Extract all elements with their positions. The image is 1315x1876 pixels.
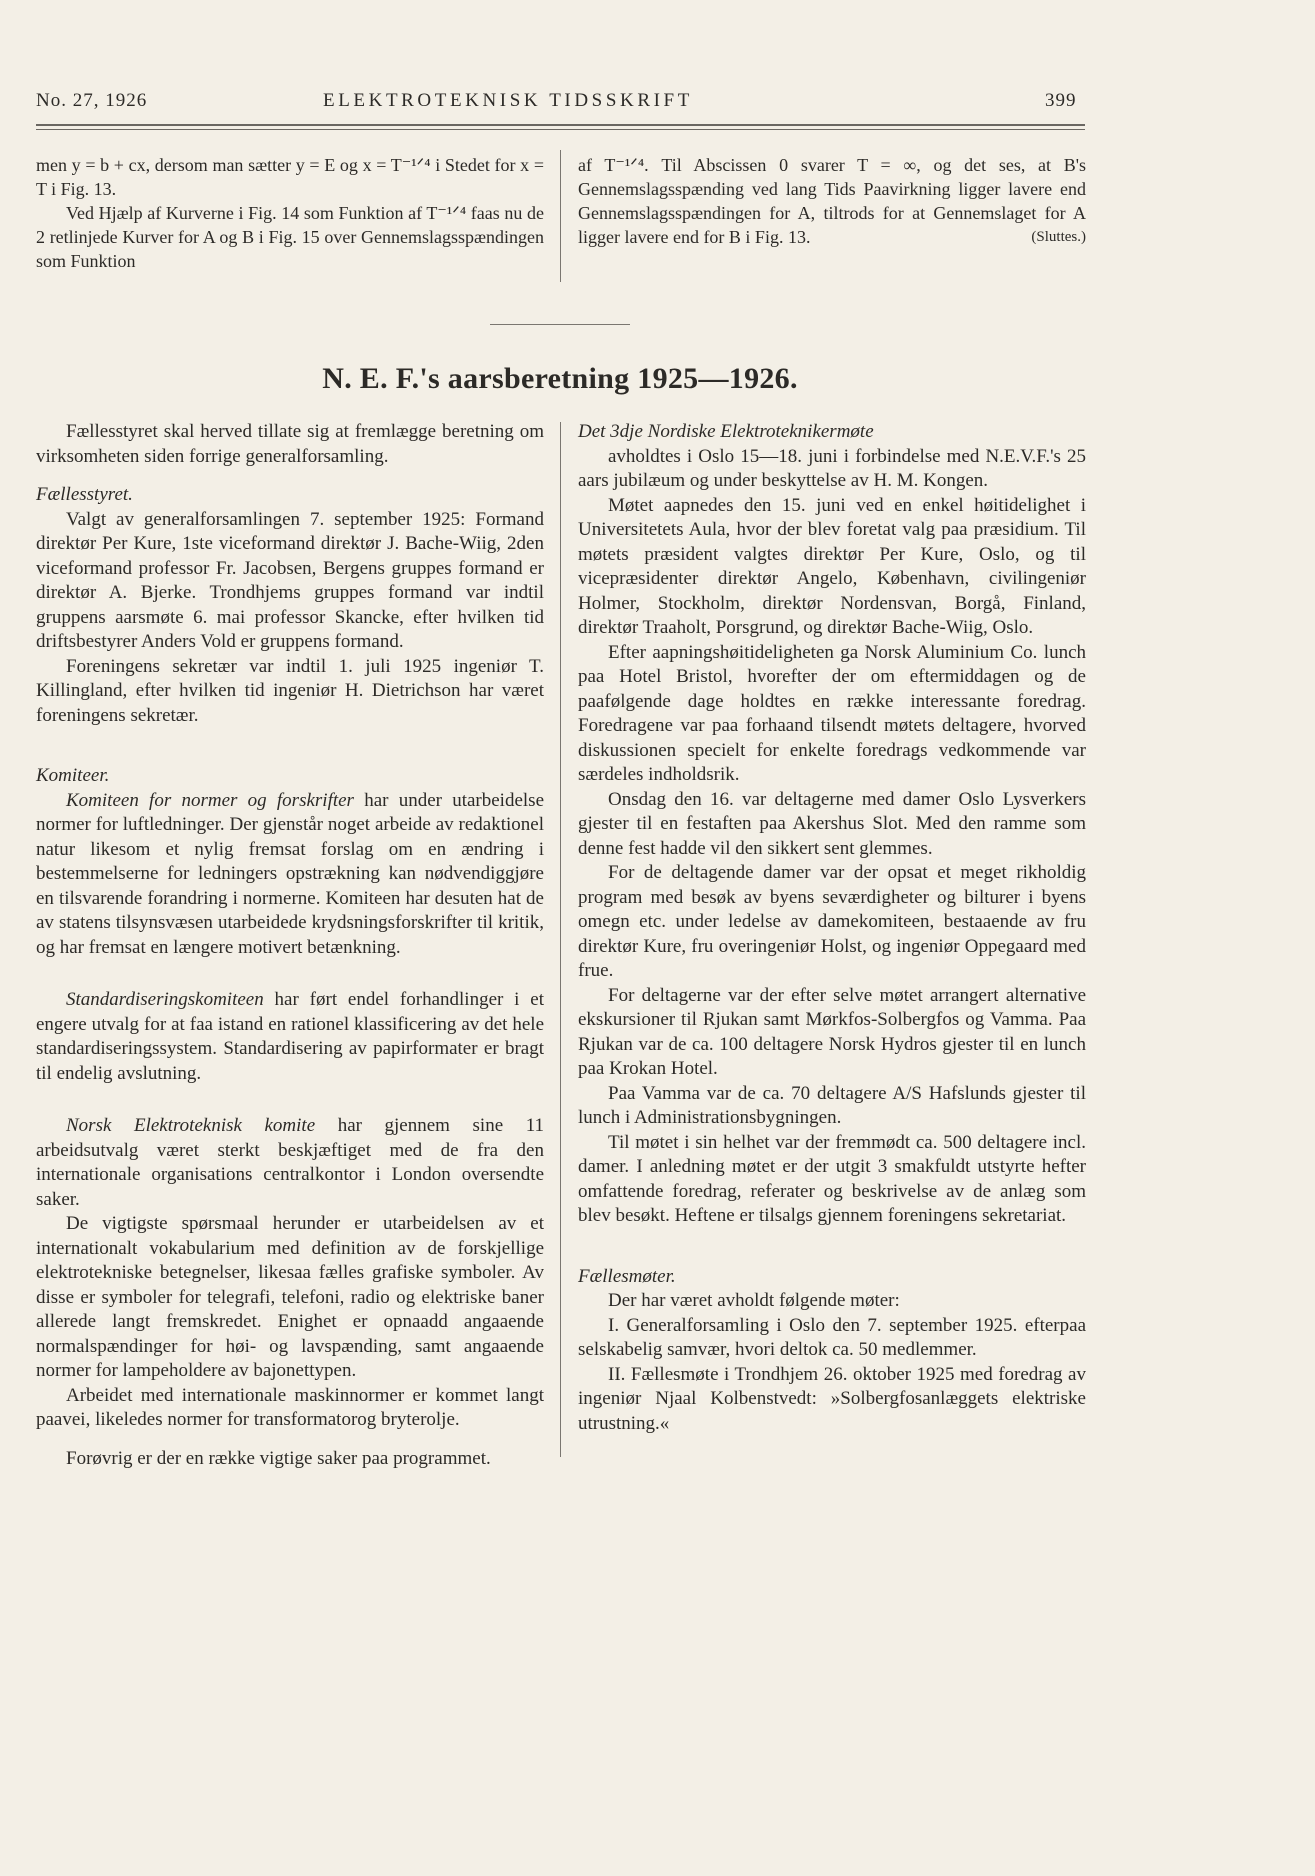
paragraph-text: af T⁻¹ᐟ⁴. Til Abscissen 0 svarer T = ∞, og det ses, at B's Gennemslagsspænding ved lang Tids Paavirkning ligger lavere end Gennemslagsspændingen for A, tiltrods for at Gennemslaget for A ligger lavere end for B i Fig. 13.: [578, 155, 1086, 247]
section-heading: Det 3dje Nordiske Elektroteknikermøte: [578, 421, 874, 442]
column-divider: [560, 150, 561, 282]
paragraph: men y = b + cx, dersom man sætter y = E og x = T⁻¹ᐟ⁴ i Stedet for x = T i Fig. 13.: [36, 155, 544, 199]
header-rule-thin: [36, 129, 1085, 130]
prev-article-right-column: [578, 153, 1086, 249]
section-heading: Fællesstyret.: [36, 484, 133, 505]
paragraph: For deltagerne var der efter selve møtet arrangert alternative ekskursioner til Rjukan samt Mørkfos-Solbergfos og Vamma. Paa Rjukan var de ca. 100 deltagere Norsk Hydros gjester til en lunch paa Krokan Hotel.: [578, 984, 1086, 1079]
paragraph-text: har under utarbeidelse normer for luftledninger. Der gjenstår noget arbeide av redaktionel natur likesom et nylig fremsat forslag om en ændring i bestemmelserne for ledningers opstrækning kan nødvendiggjøre en tilsvarende forandring i normerne. Komiteen har desuten hat de av statens tilsynsvæsen utarbeidede krydsningsforskrifter til kritik, og har fremsat en længere motivert betænkning.: [36, 789, 545, 958]
paragraph: Der har været avholdt følgende møter:: [608, 1290, 900, 1311]
paragraph: Efter aapningshøitideligheten ga Norsk Aluminium Co. lunch paa Hotel Bristol, hvorefter der om eftermiddagen og de paafølgende dage holdtes en række interessante foredrag. Foredragene var paa forhaand tilsendt møtets deltagere, hvorved diskussionen specielt for enkelte foredrags vedkommende var særdeles indholdsrik.: [578, 641, 1086, 785]
issue-number: No. 27, 1926: [36, 90, 148, 111]
end-mark: (Sluttes.): [1031, 229, 1086, 245]
paragraph: For de deltagende damer var der opsat et meget rikholdig program med besøk av byens seværdigheter og bilturer i byens omegn etc. under ledelse av damekomiteen, bestaaende av fru direktør Kure, fru overingeniør Holst, og ingeniør Oppegaard med frue.: [578, 862, 1086, 981]
paragraph: avholdtes i Oslo 15—18. juni i forbindelse med N.E.V.F.'s 25 aars jubilæum og under beskyttelse av H. M. Kongen.: [578, 445, 1086, 491]
column-divider: [560, 422, 561, 1457]
intro-paragraph: Fællesstyret skal herved tillate sig at fremlægge beretning om virksomheten siden forrige generalforsamling.: [36, 421, 544, 467]
paragraph-text: har ført endel forhandlinger i et engere utvalg for at faa istand en rationel klassificering av det hele standardiseringssystem. Standardisering av papirformater er bragt til endelig avslutning.: [36, 989, 544, 1084]
journal-title: ELEKTROTEKNISK TIDSSKRIFT: [323, 90, 693, 111]
main-right-column: [578, 420, 1086, 1436]
paragraph: Paa Vamma var de ca. 70 deltagere A/S Hafslunds gjester til lunch i Administrationsbygningen.: [578, 1082, 1086, 1128]
paragraph: De vigtigste spørsmaal herunder er utarbeidelsen av et internationalt vokabularium med definition av de forskjellige elektrotekniske betegnelser, likesaa fælles grafiske symboler. Av disse er symboler for telegrafi, telefoni, radio og elektriske baner allerede langt fremskredet. Enighet er opnaadd angaaende normalspændinger for høi- og lavspænding, samt angaaende normer for lampeholdere av bajonettypen.: [36, 1213, 544, 1381]
section-heading: Komiteer.: [36, 765, 110, 786]
page-number: 399: [1045, 90, 1077, 111]
main-left-column: [36, 420, 544, 1471]
paragraph-text: har gjennem sine 11 arbeidsutvalg været sterkt beskjæftiget med de fra den internationale organisations centralkontor i London oversendte saker.: [36, 1115, 544, 1210]
paragraph: I. Generalforsamling i Oslo den 7. september 1925. efterpaa selskabelig samvær, hvori deltok ca. 50 medlemmer.: [578, 1314, 1086, 1360]
paragraph: [36, 1114, 544, 1212]
committee-name: Komiteen for normer og forskrifter: [66, 789, 354, 811]
paragraph: Valgt av generalforsamlingen 7. september 1925: Formand direktør Per Kure, 1ste viceformand direktør J. Bache-Wiig, 2den viceformand professor Fr. Jacobsen, Bergens gruppes formand er direktør A. Bjerke. Trondhjems gruppes formand var indtil gruppens aarsmøte 6. mai professor Skancke, efter hvilken tid driftsbestyrer Anders Vold er gruppens formand.: [36, 508, 544, 652]
committee-name: Standardiseringskomiteen: [66, 989, 264, 1010]
paragraph: Foreningens sekretær var indtil 1. juli 1925 ingeniør T. Killingland, efter hvilken tid ingeniør H. Dietrichson har været foreningens sekretær.: [36, 655, 544, 726]
paragraph: Ved Hjælp af Kurverne i Fig. 14 som Funktion af T⁻¹ᐟ⁴ faas nu de 2 retlinjede Kurver for A og B i Fig. 15 over Gennemslagsspændingen som Funktion: [36, 203, 544, 271]
paragraph: Arbeidet med internationale maskinnormer er kommet langt paavei, likeledes normer for transformatorog bryterolje.: [36, 1384, 544, 1430]
section-heading: Fællesmøter.: [578, 1265, 676, 1287]
paragraph: [36, 789, 544, 961]
paragraph: Til møtet i sin helhet var der fremmødt ca. 500 deltagere incl. damer. I anledning møtet er der utgit 3 smakfuldt utstyrte hefter omfattende foredrag, referater og beskrivelse av de anlæg som blev besøkt. Heftene er tilsalgs gjennem foreningens sekretariat.: [578, 1131, 1086, 1226]
paragraph: Forøvrig er der en række vigtige saker paa programmet.: [66, 1447, 491, 1469]
article-title: N. E. F.'s aarsberetning 1925—1926.: [322, 362, 798, 395]
paragraph: Møtet aapnedes den 15. juni ved en enkel høitidelighet i Universitetets Aula, hvor der blev foretat valg paa præsidium. Til møtets præsident valgtes direktør Per Kure, Oslo, og til vicepræsidenter direktør Angelo, København, civilingeniør Holmer, Stockholm, direktør Nordensvan, Borgå, Finland, direktør Traaholt, Porsgrund, og direktør Bache-Wiig, Oslo.: [578, 494, 1086, 638]
paragraph: [36, 988, 544, 1086]
paragraph: Onsdag den 16. var deltagerne med damer Oslo Lysverkers gjester til en festaften paa Akershus Slot. Med den ramme som denne fest hadde vil den sikkert sent glemmes.: [578, 788, 1086, 859]
article-separator: [490, 324, 630, 325]
header-rule: [36, 124, 1085, 126]
prev-article-left-column: [36, 153, 544, 273]
paragraph: II. Fællesmøte i Trondhjem 26. oktober 1925 med foredrag av ingeniør Njaal Kolbenstvedt: »Solbergfosanlæggets elektriske utrustning.«: [578, 1363, 1086, 1434]
paragraph: [578, 153, 1086, 249]
committee-name: Norsk Elektroteknisk komite: [66, 1115, 316, 1136]
